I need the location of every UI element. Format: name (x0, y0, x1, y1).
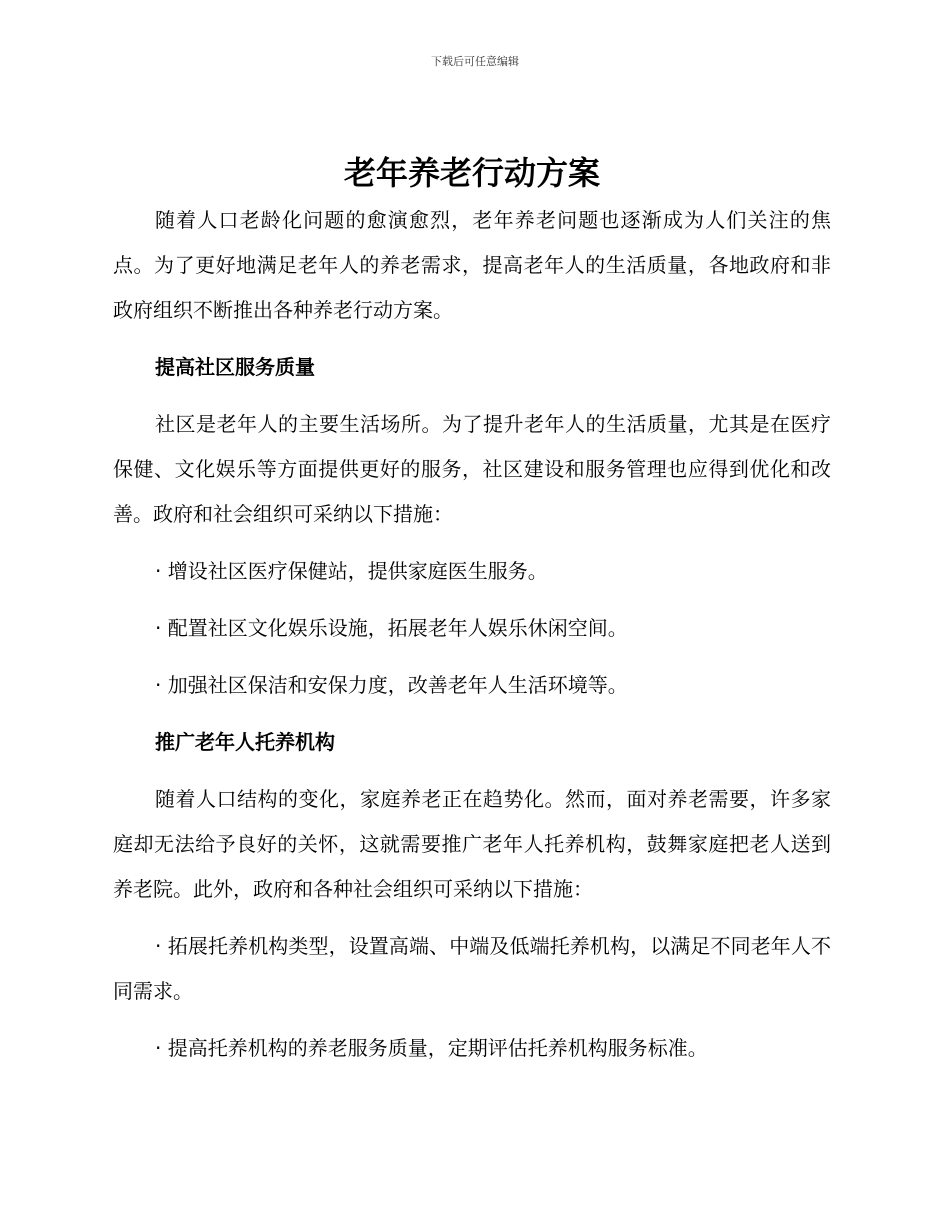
section-body-care-institutions: 随着人口结构的变化，家庭养老正在趋势化。然而，面对养老需要，许多家庭却无法给予良好的关怀，这就需要推广老年人托养机构，鼓舞家庭把老人送到养老院。此外，政府和各种社会组织可采纳以下措施： (113, 787, 831, 901)
spacer (113, 594, 831, 606)
intro-paragraph: 随着人口老龄化问题的愈演愈烈，老年养老问题也逐渐成为人们关注的焦点。为了更好地满足老年人的养老需求，提高老年人的生活质量，各地政府和非政府组织不断推出各种养老行动方案。 (113, 208, 831, 322)
bullet-item: · 拓展托养机构类型，设置高端、中端及低端托养机构，以满足不同老年人不同需求。 (113, 934, 831, 1003)
section-body-community-service: 社区是老年人的主要生活场所。为了提升老年人的生活质量，尤其是在医疗保健、文化娱乐等方面提供更好的服务，社区建设和服务管理也应得到优化和改善。政府和社会组织可采纳以下措施： (113, 412, 831, 526)
bullet-item: · 配置社区文化娱乐设施，拓展老年人娱乐休闲空间。 (155, 616, 628, 640)
spacer (113, 765, 831, 777)
spacer (113, 651, 831, 663)
spacer (113, 1014, 831, 1026)
spacer (113, 333, 831, 345)
bullet-item: · 增设社区医疗保健站，提供家庭医生服务。 (155, 559, 548, 583)
bullet-item: · 提高托养机构的养老服务质量，定期评估托养机构服务标准。 (155, 1036, 708, 1060)
header-note: 下载后可任意编辑 (431, 55, 519, 68)
document-title: 老年养老行动方案 (343, 154, 600, 192)
document-body (113, 148, 831, 1071)
spacer (113, 390, 831, 402)
bullet-item: · 加强社区保洁和安保力度，改善老年人生活环境等。 (155, 673, 628, 697)
section-heading-care-institutions: 推广老年人托养机构 (155, 730, 335, 754)
spacer (113, 912, 831, 924)
spacer (113, 537, 831, 549)
section-heading-community-service: 提高社区服务质量 (155, 355, 315, 379)
spacer (113, 708, 831, 720)
